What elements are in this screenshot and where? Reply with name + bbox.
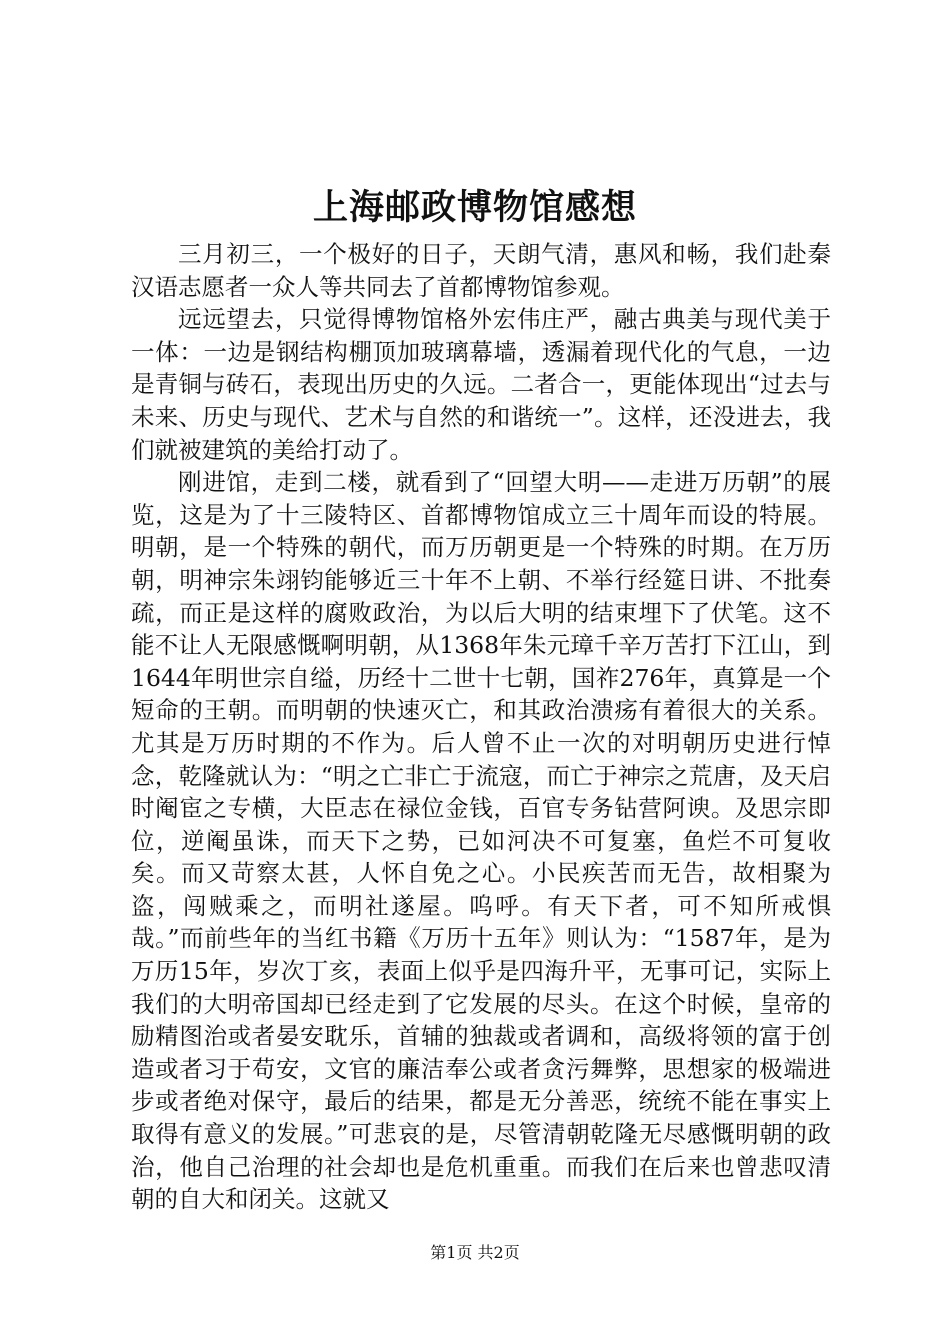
document-title: 上海邮政博物馆感想 (312, 187, 637, 228)
paragraph-2: 远远望去，只觉得博物馆格外宏伟庄严，融古典美与现代美于一体：一边是钢结构棚顶加玻璃幕墙，透漏着现代化的气息，一边是青铜与砖石，表现出历史的久远。二者合一，更能体现出“过去与未来、历史与现代、艺术与自然的和谐统一”。这样，还没进去，我们就被建筑的美给打动了。 (131, 305, 831, 464)
document-body (131, 238, 831, 1216)
page-number: 第1页 共2页 (430, 1243, 520, 1262)
paragraph-3: 刚进馆，走到二楼，就看到了“回望大明——走进万历朝”的展览，这是为了十三陵特区、首都博物馆成立三十周年而设的特展。明朝，是一个特殊的朝代，而万历朝更是一个特殊的时期。在万历朝，明神宗朱翊钧能够近三十年不上朝、不举行经筵日讲、不批奏疏，而正是这样的腐败政治，为以后大明的结束埋下了伏笔。这不能不让人无限感慨啊明朝，从1368年朱元璋千辛万苦打下江山，到1644年明世宗自缢，历经十二世十七朝，国祚276年，真算是一个短命的王朝。而明朝的快速灭亡，和其政治溃疡有着很大的关系。尤其是万历时期的不作为。后人曾不止一次的对明朝历史进行悼念，乾隆就认为：“明之亡非亡于流寇，而亡于神宗之荒唐，及天启时阉宦之专横，大臣志在禄位金钱，百官专务钻营阿谀。及思宗即位，逆阉虽诛，而天下之势，已如河决不可复塞，鱼烂不可复收矣。而又苛察太甚，人怀自免之心。小民疾苦而无告，故相聚为盗，闯贼乘之，而明社遂屋。呜呼。有天下者，可不知所戒惧哉。”而前些年的当红书籍《万历十五年》则认为：“1587年，是为万历15年，岁次丁亥，表面上似乎是四海升平，无事可记，实际上我们的大明帝国却已经走到了它发展的尽头。在这个时候，皇帝的励精图治或者晏安耽乐，首辅的独裁或者调和，高级将领的富于创造或者习于苟安，文官的廉洁奉公或者贪污舞弊，思想家的极端进步或者绝对保守，最后的结果，都是无分善恶，统统不能在事实上取得有意义的发展。”可悲哀的是，尽管清朝乾隆无尽感慨明朝的政治，他自己治理的社会却也是危机重重。而我们在后来也曾悲叹清朝的自大和闭关。这就又 (131, 468, 831, 1214)
paragraph-1: 三月初三，一个极好的日子，天朗气清，惠风和畅，我们赴秦汉语志愿者一众人等共同去了首都博物馆参观。 (131, 240, 831, 301)
